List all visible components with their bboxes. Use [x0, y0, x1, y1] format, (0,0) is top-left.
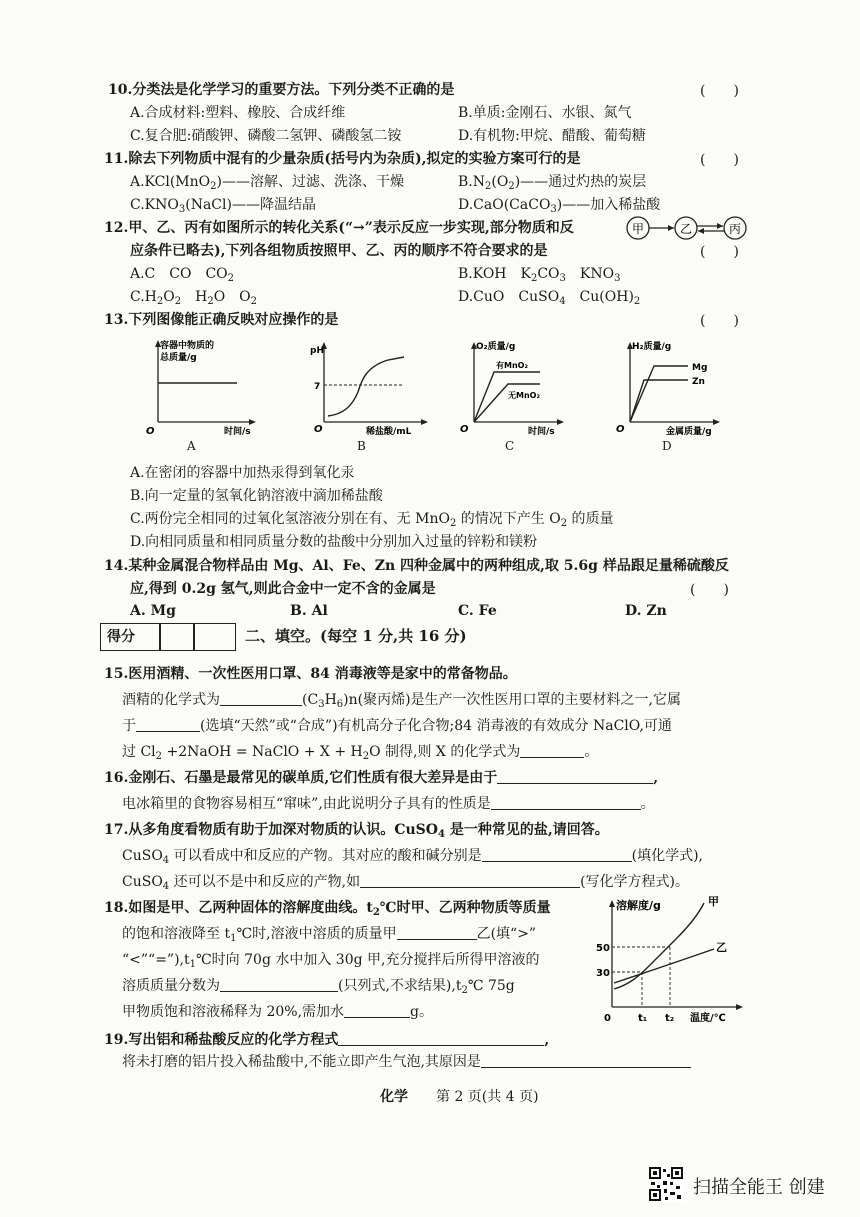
solubility-origin: 0 — [604, 1013, 611, 1024]
subscript: 2 — [560, 518, 568, 529]
x-tick-t2: t₂ — [665, 1013, 675, 1024]
text: g。 — [410, 1004, 433, 1020]
graph-d-caption: D — [662, 439, 672, 453]
q18-line1 — [104, 898, 551, 923]
graph-b-ylabel: pH — [310, 346, 324, 356]
answer-blank[interactable] — [497, 768, 653, 784]
q12-option-a — [130, 264, 234, 289]
q14-option-b: B. Al — [290, 603, 328, 619]
score-box-divider — [159, 624, 161, 650]
q12-line1: 12.甲、乙、丙有如图所示的转化关系(“→”表示反应一步实现,部分物质和反 — [104, 220, 574, 236]
q10-bracket: ( ) — [700, 83, 739, 99]
text: 溶质质量分数为 — [122, 978, 220, 994]
q14-option-a: A. Mg — [130, 603, 176, 619]
text: 甲物质饱和溶液稀释为 20%,需加水 — [122, 1004, 345, 1020]
text: )n(聚丙烯)是生产一次性医用口罩的主要材料之一,它属 — [343, 692, 682, 708]
text: D.CuO CuSO — [458, 289, 560, 305]
graph-c-ylabel: O₂质量/g — [476, 342, 516, 352]
text: 17.从多角度看物质有助于加深对物质的认识。CuSO — [104, 822, 438, 838]
graph-b-caption: B — [357, 439, 366, 453]
answer-blank[interactable] — [136, 716, 200, 732]
subscript: 4 — [437, 829, 445, 840]
subscript: 4 — [162, 881, 170, 892]
graph-d-ylabel: H₂质量/g — [632, 342, 672, 352]
text: ℃时,溶液中溶质的质量甲 — [236, 926, 397, 942]
text: , — [544, 1032, 550, 1048]
text: )——溶解、过滤、洗涤、干燥 — [216, 174, 404, 190]
q16-line2 — [122, 794, 655, 814]
text: (NaCl)——降温结晶 — [185, 197, 316, 213]
subscript: 2 — [508, 181, 515, 192]
text: 的情况下产生 O — [456, 511, 561, 527]
q11-stem: 11.除去下列物质中混有的少量杂质(括号内为杂质),拟定的实验方案可行的是 — [104, 151, 581, 167]
subscript: 4 — [162, 855, 170, 866]
q10-option-a: A.合成材料:塑料、橡胶、合成纤维 — [130, 105, 346, 121]
graph-d-origin: O — [616, 424, 625, 435]
footer-subject: 化学 — [380, 1089, 408, 1105]
text: B.KOH K — [458, 266, 531, 282]
text: O 制得,则 X 的化学式为 — [369, 744, 521, 760]
text: 将未打磨的铝片投入稀盐酸中,不能立即产生气泡,其原因是 — [122, 1054, 481, 1070]
text: H — [181, 289, 208, 305]
subscript: 2 — [250, 296, 258, 307]
text: 可以看成中和反应的产物。其对应的酸和碱分别是 — [169, 848, 482, 864]
text: (O — [491, 174, 509, 190]
text: 乙(填“>” — [476, 926, 537, 942]
subscript: 1 — [189, 959, 197, 970]
text: ℃时甲、乙两种物质等质量 — [379, 900, 551, 916]
q15-line2 — [122, 690, 681, 715]
footer-page-number: 第 2 页(共 4 页) — [436, 1089, 539, 1105]
text: )——通过灼热的炭层 — [514, 174, 647, 190]
text: O — [163, 289, 175, 305]
text: (C — [302, 692, 319, 708]
text: KNO — [565, 266, 615, 282]
graph-d-xlabel: 金属质量/g — [666, 427, 712, 437]
q18-line2 — [122, 924, 536, 949]
graph-c-caption: C — [505, 439, 515, 453]
text: A.C CO CO — [130, 266, 228, 282]
subscript: 2 — [530, 273, 538, 284]
score-box — [100, 623, 236, 651]
q14-bracket: ( ) — [690, 582, 729, 598]
text: 还可以不是中和反应的产物,如 — [169, 874, 361, 890]
scanner-watermark: 扫描全能王 创建 — [693, 1177, 825, 1198]
text: ℃ 75g — [467, 978, 515, 994]
subscript: 4 — [559, 296, 566, 307]
subscript: 2 — [633, 296, 641, 307]
answer-blank[interactable] — [220, 690, 302, 706]
node-jia: 甲 — [631, 222, 645, 236]
q18-line4 — [122, 976, 515, 1001]
y-tick-50: 50 — [596, 943, 610, 954]
q16-line1 — [104, 768, 658, 788]
graph-c-curve-without-mno2: 无MnO₂ — [508, 391, 540, 400]
score-label: 得分 — [107, 629, 135, 645]
graph-b-xlabel: 稀盐酸/mL — [366, 427, 412, 437]
answer-blank[interactable] — [344, 1002, 410, 1018]
q13-graph-a — [140, 336, 260, 436]
graph-a-ylabel-line1: 容器中物质的 — [160, 341, 215, 351]
answer-blank[interactable] — [220, 976, 338, 992]
graph-d-curve-zn: Zn — [692, 377, 705, 387]
curve-jia-label: 甲 — [708, 895, 719, 908]
q13-option-b: B.向一定量的氢氧化钠溶液中滴加稀盐酸 — [130, 488, 383, 504]
graph-a-ylabel-line2: 总质量/g — [160, 353, 197, 363]
q11-option-a — [130, 172, 404, 197]
text: Cu(OH) — [565, 289, 634, 305]
answer-blank[interactable] — [338, 1030, 544, 1046]
section-2-title: 二、填空。(每空 1 分,共 16 分) — [245, 627, 467, 645]
q10-stem: 10.分类法是化学学习的重要方法。下列分类不正确的是 — [108, 82, 455, 98]
q13-graph-b — [304, 336, 434, 436]
subscript: 2 — [449, 518, 457, 529]
text: O O — [213, 289, 251, 305]
graph-c-origin: O — [460, 424, 469, 435]
text: C.H — [130, 289, 157, 305]
q13-graph-c — [458, 336, 568, 436]
q15-line4 — [122, 742, 598, 767]
subscript: 2 — [362, 751, 370, 762]
subscript: 2 — [207, 296, 214, 307]
answer-blank[interactable] — [360, 872, 580, 888]
graph-b-origin: O — [314, 424, 323, 435]
text: A.KCl(MnO — [130, 174, 211, 190]
text: CO — [537, 266, 560, 282]
q17-line1 — [104, 820, 609, 845]
q11-option-b — [458, 172, 646, 197]
subscript: 3 — [550, 204, 557, 215]
q19-line1 — [104, 1030, 549, 1050]
q12-bracket: ( ) — [700, 244, 739, 260]
text: H — [324, 692, 337, 708]
q12-option-b — [458, 264, 620, 289]
subscript: 2 — [227, 273, 235, 284]
q13-option-c — [130, 509, 614, 534]
text: “<”“=”),t — [122, 952, 190, 968]
subscript: 1 — [230, 933, 237, 944]
subscript: 2 — [156, 296, 164, 307]
text: 18.如图是甲、乙两种固体的溶解度曲线。t — [104, 900, 373, 916]
graph-c-xlabel: 时间/s — [528, 427, 555, 437]
text: 。 — [640, 796, 655, 812]
graph-a-xlabel: 时间/s — [224, 427, 251, 437]
solubility-xlabel: 温度/℃ — [690, 1013, 726, 1024]
q12-option-c — [130, 287, 257, 312]
q10-option-c: C.复合肥:硝酸钾、磷酸二氢钾、磷酸氢二铵 — [130, 128, 402, 144]
text: (只列式,不求结果),t — [338, 978, 462, 994]
answer-blank[interactable] — [520, 742, 584, 758]
q17-line3 — [122, 872, 689, 897]
text: )——加入稀盐酸 — [556, 197, 661, 213]
text: CuSO — [122, 848, 163, 864]
text: 电冰箱里的食物容易相互“窜味”,由此说明分子具有的性质是 — [122, 796, 491, 812]
text: 。 — [584, 744, 599, 760]
q14-line2: 应,得到 0.2g 氢气,则此合金中一定不含的金属是 — [130, 581, 436, 597]
q15-line3 — [122, 716, 672, 736]
subscript: 2 — [155, 751, 163, 762]
text: B.N — [458, 174, 485, 190]
page-footer — [380, 1086, 539, 1106]
q14-line1: 14.某种金属混合物样品由 Mg、Al、Fe、Zn 四种金属中的两种组成,取 5.6g 样品跟足量稀硫酸反 — [104, 558, 729, 574]
subscript: 3 — [559, 273, 566, 284]
text: CuSO — [122, 874, 163, 890]
x-tick-t1: t₁ — [638, 1013, 648, 1024]
subscript: 2 — [174, 296, 182, 307]
text: 19.写出铝和稀盐酸反应的化学方程式 — [104, 1032, 339, 1048]
q11-bracket: ( ) — [700, 152, 739, 168]
graph-c-curve-with-mno2: 有MnO₂ — [496, 361, 528, 370]
graph-a-origin: O — [146, 426, 155, 437]
qr-code-icon — [648, 1166, 684, 1202]
text: 酒精的化学式为 — [122, 692, 220, 708]
q14-option-c: C. Fe — [458, 603, 497, 619]
y-tick-30: 30 — [596, 968, 610, 979]
subscript: 3 — [178, 204, 186, 215]
q12-line2: 应条件已略去),下列各组物质按照甲、乙、丙的顺序不符合要求的是 — [130, 243, 548, 259]
graph-d-curve-mg: Mg — [692, 363, 708, 373]
curve-yi-label: 乙 — [716, 941, 727, 954]
text: (选填“天然”或“合成”)有机高分子化合物;84 消毒液的有效成分 NaClO,可通 — [200, 718, 672, 734]
text: (写化学方程式)。 — [580, 874, 690, 890]
text: C.两份完全相同的过氧化氢溶液分别在有、无 MnO — [130, 511, 450, 527]
text: C.KNO — [130, 197, 179, 213]
score-box-divider — [193, 624, 195, 650]
answer-blank[interactable] — [481, 1052, 691, 1068]
q18-line3 — [122, 950, 539, 975]
text: D.CaO(CaCO — [458, 197, 551, 213]
answer-blank[interactable] — [397, 924, 477, 940]
text: +2NaOH = NaClO + X + H — [162, 744, 363, 760]
q18-line5 — [122, 1002, 433, 1022]
node-yi: 乙 — [679, 222, 693, 236]
q13-stem: 13.下列图像能正确反映对应操作的是 — [104, 312, 339, 328]
text: 过 Cl — [122, 744, 156, 760]
q14-option-d: D. Zn — [625, 603, 667, 619]
q15-line1: 15.医用酒精、一次性医用口罩、84 消毒液等是家中的常备物品。 — [104, 666, 517, 682]
text: , — [653, 770, 659, 786]
text: 16.金刚石、石墨是最常见的碳单质,它们性质有很大差异是由于 — [104, 770, 498, 786]
subscript: 2 — [485, 181, 492, 192]
q11-option-c — [130, 195, 316, 220]
graph-a-caption: A — [187, 439, 196, 453]
subscript: 3 — [318, 699, 325, 710]
subscript: 2 — [461, 985, 468, 996]
q13-option-d: D.向相同质量和相同质量分数的盐酸中分别加入过量的锌粉和镁粉 — [130, 534, 538, 550]
answer-blank[interactable] — [491, 794, 641, 810]
text: 于 — [122, 718, 136, 734]
text: (填化学式), — [631, 848, 703, 864]
graph-b-tick-7: 7 — [314, 382, 321, 392]
text: 的质量 — [567, 511, 614, 527]
subscript: 2 — [210, 181, 217, 192]
q12-conversion-diagram — [622, 214, 752, 242]
text: ℃时向 70g 水中加入 30g 甲,充分搅拌后所得甲溶液的 — [196, 952, 540, 968]
q19-line2 — [122, 1052, 691, 1072]
q13-option-a: A.在密闭的容器中加热汞得到氧化汞 — [130, 465, 355, 481]
q10-option-d: D.有机物:甲烷、醋酸、葡萄糖 — [458, 128, 646, 144]
node-bing: 丙 — [728, 222, 742, 236]
q13-bracket: ( ) — [700, 313, 739, 329]
text: 的饱和溶液降至 t — [122, 926, 231, 942]
solubility-ylabel: 溶解度/g — [616, 899, 661, 912]
q17-line2 — [122, 846, 703, 871]
q13-graph-d — [614, 336, 724, 436]
text: 是一种常见的盐,请回答。 — [444, 822, 609, 838]
subscript: 6 — [336, 699, 344, 710]
q10-option-b: B.单质:金刚石、水银、氮气 — [458, 105, 632, 121]
subscript: 2 — [372, 907, 380, 918]
q12-option-d — [458, 287, 640, 312]
q18-solubility-graph — [598, 895, 746, 1029]
answer-blank[interactable] — [482, 846, 632, 862]
subscript: 3 — [614, 273, 621, 284]
